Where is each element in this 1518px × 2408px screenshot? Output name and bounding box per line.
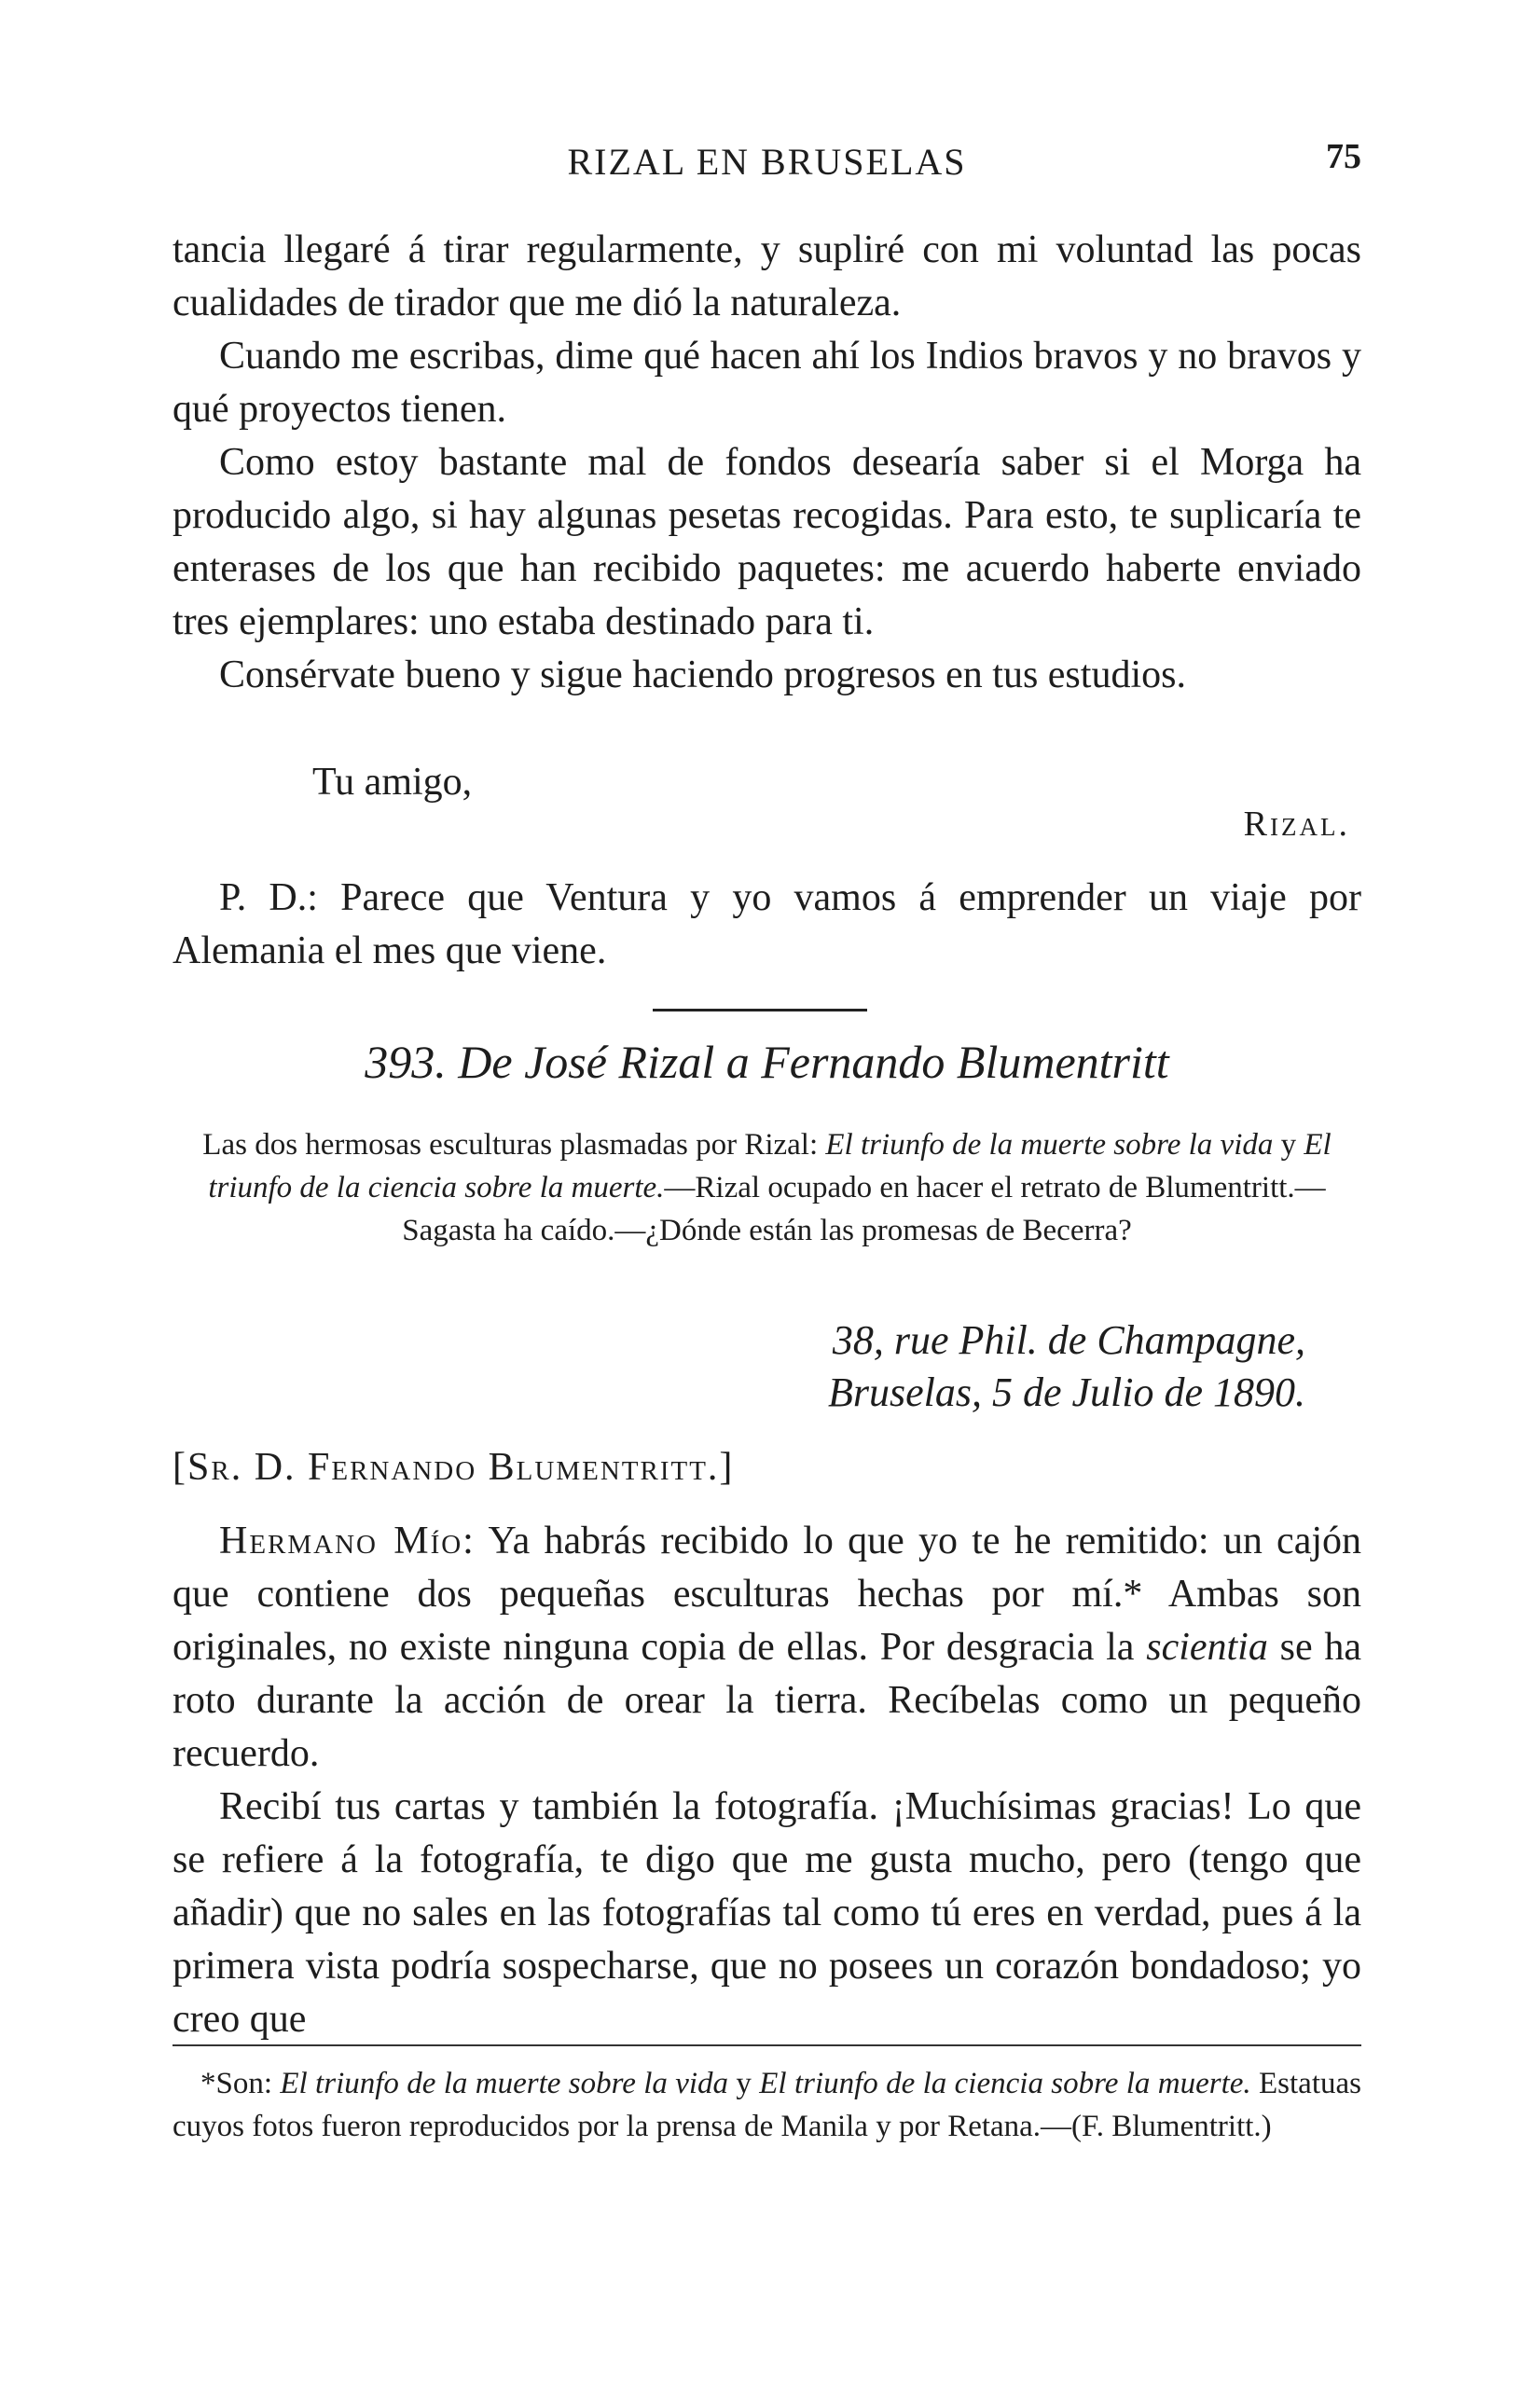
letter-title: 393. De José Rizal a Fernando Blumentritt <box>365 1036 1169 1088</box>
paragraph: Cuando me escribas, dime qué hacen ahí los Indios bravos y no bravos y qué proyectos tienen. <box>172 335 1361 431</box>
page-number: 75 <box>1326 137 1361 176</box>
closing-formula: Tu amigo, <box>312 761 473 804</box>
paragraph: Recibí tus cartas y también la fotografía. ¡Muchísimas gracias! Lo que se refiere á la fotografía, te digo que me gusta mucho, pero (tengo que añadir) que no sales en las fotografías tal como tú eres en verdad, pues á la primera vista podría sospecharse, que no posees un corazón bondadoso; yo creo que <box>172 1785 1361 2041</box>
paragraph-text: Ya habrás recibido lo que yo te he remitido: un cajón que contiene dos pequeñas esculturas hechas por mí.* Ambas son originales, no existe ninguna copia de ellas. Por desgracia la <box>172 1520 1361 1669</box>
salutation: Hermano Mío: <box>219 1520 476 1562</box>
section-divider <box>653 1009 867 1011</box>
summary-text: —Rizal ocupado en hacer el retrato de Blumentritt.—Sagasta ha caído.—¿Dónde están las promesas de Becerra? <box>402 1171 1326 1247</box>
postscript-text: P. D.: Parece que Ventura y yo vamos á emprender un viaje por Alemania el mes que viene. <box>172 876 1361 972</box>
letter-continuation <box>172 224 1361 702</box>
summary-text: Las dos hermosas esculturas plasmadas por Rizal: <box>202 1128 826 1162</box>
letter-body <box>172 1515 1361 2046</box>
paragraph: Consérvate bueno y sigue haciendo progresos en tus estudios. <box>219 654 1186 696</box>
footnote-text: y <box>728 2067 760 2100</box>
paragraph <box>172 1515 1361 1781</box>
footnote-text: Estatuas cuyos fotos fueron reproducidos por la prensa de Manila y por Retana.—(F. Blumentritt.) <box>172 2067 1361 2143</box>
italic-word: scientia <box>1146 1626 1268 1669</box>
paragraph: Como estoy bastante mal de fondos desearía saber si el Morga ha producido algo, si hay algunas pesetas recogidas. Para esto, te suplicaría te enterases de los que han recibido paquetes: me acuerdo haberte enviado tres ejemplares: uno estaba destinado para ti. <box>172 441 1361 643</box>
summary-work-title: El triunfo de la muerte sobre la vida <box>825 1128 1274 1162</box>
dateline-date: Bruselas, 5 de Julio de 1890. <box>827 1369 1305 1415</box>
footnote-text: *Son: <box>200 2067 281 2100</box>
recipient: [Sr. D. Fernando Blumentritt.] <box>172 1446 735 1489</box>
summary-text: y <box>1273 1128 1304 1162</box>
signature: Rizal. <box>1243 805 1350 844</box>
summary-work-title: El triunfo de la ciencia sobre la muerte. <box>208 1128 1332 1204</box>
footnote-divider <box>172 2044 1361 2046</box>
letter-summary <box>172 1123 1361 1252</box>
dateline <box>597 1314 1305 1419</box>
page-header <box>172 137 1361 196</box>
running-head: RIZAL EN BRUSELAS <box>567 141 967 183</box>
postscript <box>172 872 1361 978</box>
footnote-work-title: El triunfo de la ciencia sobre la muerte. <box>759 2067 1251 2100</box>
paragraph: tancia llegaré á tirar regularmente, y supliré con mi voluntad las pocas cualidades de tirador que me dió la naturaleza. <box>172 228 1361 324</box>
footnote-work-title: El triunfo de la muerte sobre la vida <box>280 2067 729 2100</box>
dateline-address: 38, rue Phil. de Champagne, <box>832 1317 1305 1363</box>
paragraph-text: se ha roto durante la acción de orear la tierra. Recíbelas como un pequeño recuerdo. <box>172 1626 1361 1775</box>
footnote <box>172 2062 1361 2148</box>
